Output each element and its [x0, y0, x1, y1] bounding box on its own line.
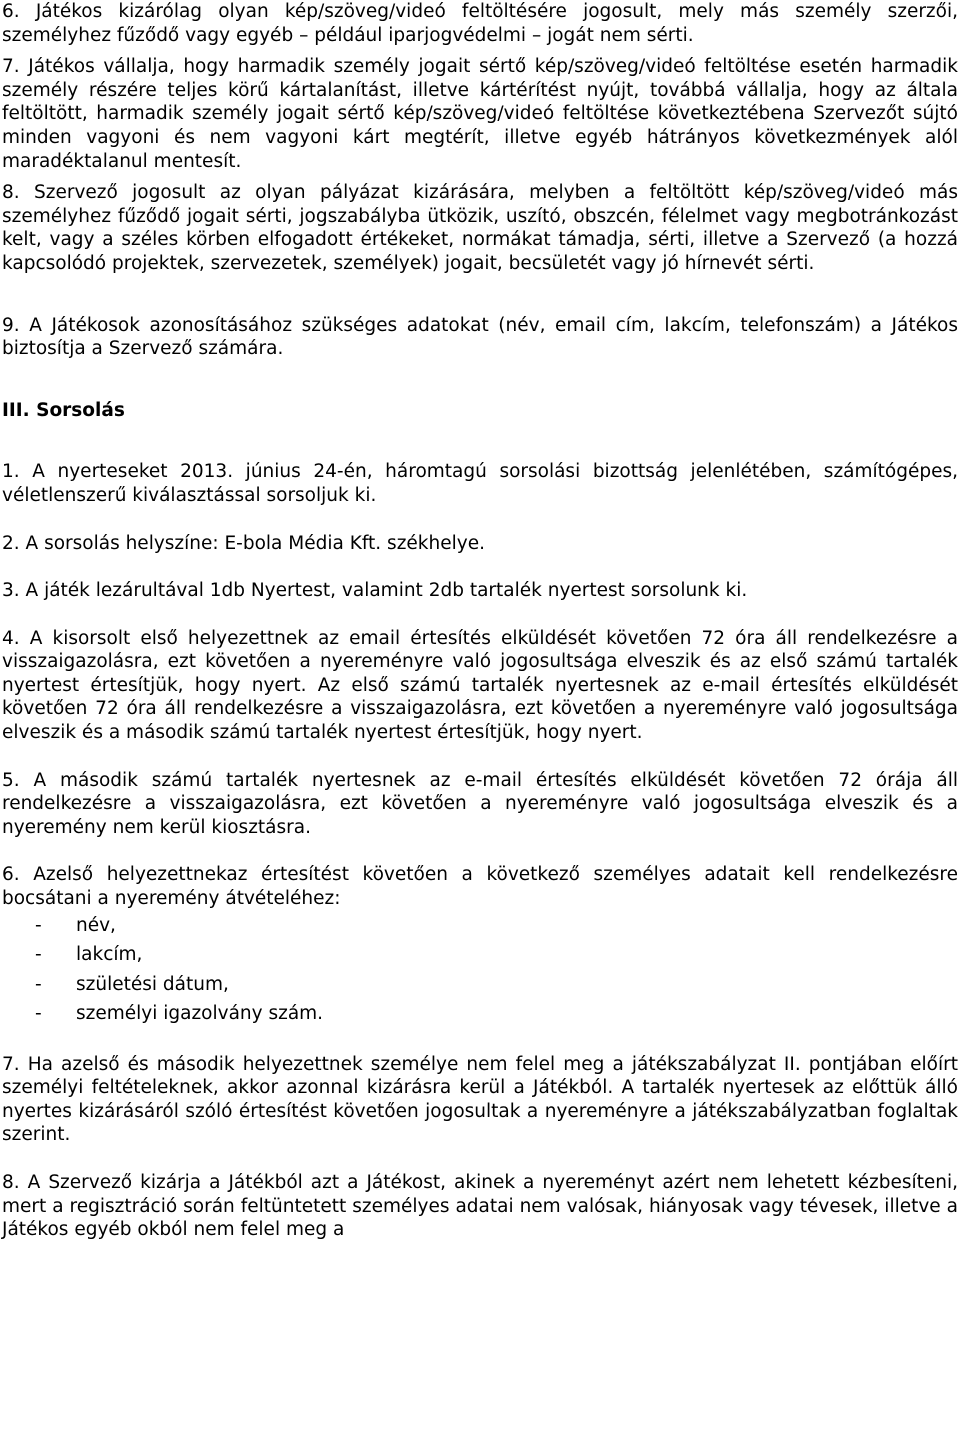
- sorsolas-paragraph-7: 7. Ha azelső és második helyezettnek személye nem felel meg a játékszabályzat II. pontjában előírt személyi feltételeknek, akkor azonnal kizárásra kerül a Játékból. A tartalék nyertesek az előttük álló nyertes kizárásáról szóló értesítést követően jogosultak a nyereményre a játékszabályzatban foglaltak szerint.: [2, 1053, 958, 1146]
- list-item: [2, 999, 958, 1029]
- list-dash: -: [35, 944, 42, 966]
- list-dash: -: [35, 973, 42, 995]
- list-dash: -: [35, 1003, 42, 1025]
- paragraph-6: 6. Játékos kizárólag olyan kép/szöveg/videó feltöltésére jogosult, mely más személy szerzői, személyhez fűződő vagy egyéb – például iparjogvédelmi – jogát nem sérti.: [2, 1, 958, 46]
- sorsolas-paragraph-5: 5. A második számú tartalék nyertesnek az e-mail értesítés elküldését követően 72 órája áll rendelkezésre a visszaigazolásra, ezt követően a nyereményre való jogosultsága elveszik és a nyeremény nem kerül kiosztásra.: [2, 769, 958, 838]
- list-item-text: lakcím,: [76, 944, 143, 966]
- paragraph-8: 8. Szervező jogosult az olyan pályázat kizárására, melyben a feltöltött kép/szöveg/videó más személyhez fűződő jogait sérti, jogszabályba ütközik, uszító, obszcén, félelmet vagy megbotránkozást kelt, vagy a széles körben elfogadott értékeket, normákat támadja, sérti, illetve a Szervező (a hozzá kapcsolódó projektek, szervezetek, személyek) jogait, becsületét vagy jó hírnevét sérti.: [2, 182, 958, 274]
- list-item-text: személyi igazolvány szám.: [76, 1003, 324, 1025]
- sorsolas-paragraph-2: 2. A sorsolás helyszíne: E-bola Média Kft. székhelye.: [2, 532, 485, 554]
- paragraph-9: 9. A Játékosok azonosításához szükséges adatokat (név, email cím, lakcím, telefonszám) a Játékos biztosítja a Szervező számára.: [2, 314, 958, 360]
- sorsolas-paragraph-8: 8. A Szervező kizárja a Játékból azt a Játékost, akinek a nyereményt azért nem lehetett kézbesíteni, mert a regisztráció során feltüntetett személyes adatai nem valósak, hiányosak vagy tévesek, illetve a Játékos egyéb okból nem felel meg a: [2, 1172, 958, 1241]
- list-item: [2, 911, 958, 941]
- list-item-text: név,: [76, 914, 116, 936]
- section-heading-sorsolas: III. Sorsolás: [2, 399, 125, 421]
- sorsolas-paragraph-6: 6. Azelső helyezettnekaz értesítést követően a következő személyes adatait kell rendelkezésre bocsátani a nyeremény átvételéhez:: [2, 864, 958, 910]
- paragraph-7: 7. Játékos vállalja, hogy harmadik személy jogait sértő kép/szöveg/videó feltöltése esetén harmadik személy részére teljes körű kártalanítást, illetve kártérítést nyújt, továbbá vállalja, hogy az általa feltöltött, harmadik személy jogait sértő kép/szöveg/videó feltöltése következtébena Szervezőt sújtó minden vagyoni és nem vagyoni kárt megtérít, illetve egyéb hátrányos következmények alól maradéktalanul mentesít.: [2, 56, 958, 172]
- sorsolas-paragraph-1: 1. A nyerteseket 2013. június 24-én, háromtagú sorsolási bizottság jelenlétében, számítógépes, véletlenszerű kiválasztással sorsoljuk ki.: [2, 461, 958, 506]
- sorsolas-paragraph-3: 3. A játék lezárultával 1db Nyertest, valamint 2db tartalék nyertest sorsolunk ki.: [2, 580, 748, 602]
- list-dash: -: [35, 914, 42, 936]
- list-item-text: születési dátum,: [76, 973, 229, 995]
- required-data-list: [2, 911, 958, 1029]
- list-item: [2, 970, 958, 1000]
- sorsolas-paragraph-4: 4. A kisorsolt első helyezettnek az email értesítés elküldését követően 72 óra áll rendelkezésre a visszaigazolásra, ezt követően a nyereményre való jogosultsága elveszik és az első számú tartalék nyertest értesítjük, hogy nyert. Az első számú tartalék nyertesnek az e-mail értesítés elküldését követően 72 óra áll rendelkezésre a visszaigazolásra, ezt követően a nyereményre való jogosultsága elveszik és a második számú tartalék nyertest értesítjük, hogy nyert.: [2, 627, 958, 744]
- list-item: [2, 940, 958, 970]
